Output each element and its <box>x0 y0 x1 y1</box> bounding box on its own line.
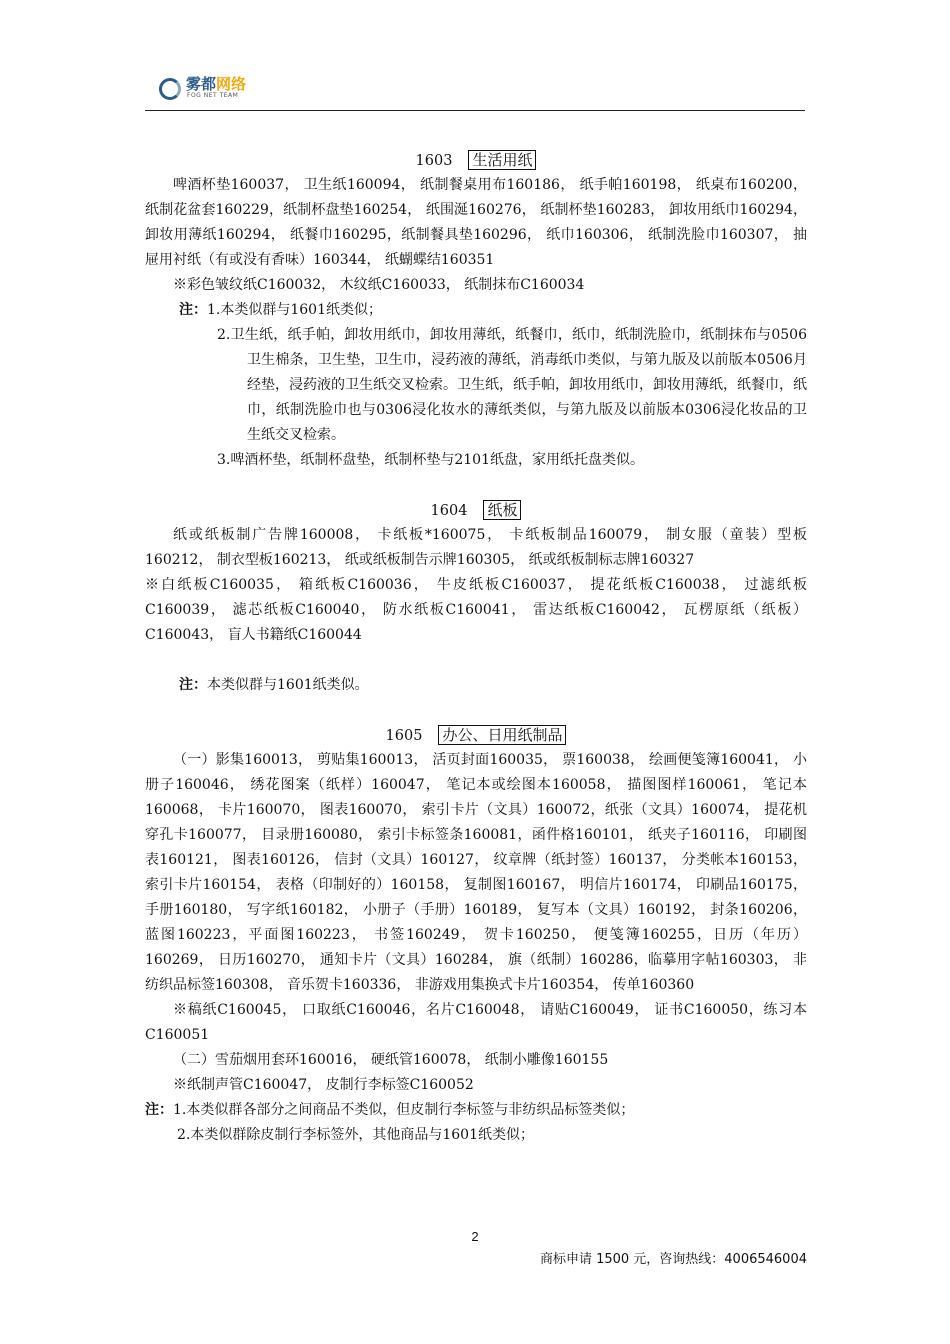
section-code: 1605 <box>385 728 423 744</box>
logo-icon <box>159 78 181 100</box>
section-1605-part2: （二）雪茄烟用套环160016， 硬纸管160078， 纸制小雕像160155 <box>173 1052 609 1068</box>
section-1603-title <box>145 148 807 173</box>
section-1605-part2-extra: ※纸制声管C160047， 皮制行李标签C160052 <box>173 1077 474 1093</box>
section-1605-note: 注：1.本类似群各部分之间商品不类似，但皮制行李标签与非纺织品标签类似； <box>145 1102 635 1118</box>
company-logo <box>159 76 246 100</box>
document-body <box>145 148 807 1148</box>
footer-ad: 商标申请 1500 元，咨询热线：4006546004 <box>539 1252 807 1267</box>
section-1604-body: 纸或纸板制广告牌160008， 卡纸板*160075， 卡纸板制品160079， 制女服（童装）型板160212， 制衣型板160213， 纸或纸板制告示牌160305， 纸或纸板制标志牌160327 <box>145 527 807 568</box>
section-1605-part1: （一）影集160013， 剪贴集160013， 活页封面160035， 票160038， 绘画便笺簿160041， 小册子160046， 绣花图案（纸样）160047， 笔记本或绘图本160058， 描图图样160061， 笔记本160068， 卡片160070， 图表160070， 索引卡片（文具）160072，纸张（文具）160074， 提花机穿孔卡160077， 目录册160080， 索引卡标签条160081，函件格160101， 纸夹子160116， 印刷图表160121， 图表160126， 信封（文具）160127， 纹章牌（纸封签）160137， 分类帐本160153， 索引卡片160154， 表格（印制好的）160158， 复制图160167， 明信片160174， 印刷品160175， 手册160180， 写字纸160182， 小册子（手册）160189， 复写本（文具）160192， 封条160206， 蓝图160223，平面图160223， 书签160249， 贺卡160250， 便笺簿160255，日历（年历）160269， 日历160270， 通知卡片（文具）160284， 旗（纸制）160286，临摹用字帖160303， 非纺织品标签160308， 音乐贺卡160336， 非游戏用集换式卡片160354， 传单160360 <box>145 752 807 993</box>
section-code: 1604 <box>430 503 468 519</box>
page-header <box>145 70 805 111</box>
section-1603-note-2: 2.卫生纸，纸手帕，卸妆用纸巾，卸妆用薄纸，纸餐巾，纸巾，纸制洗脸巾，纸制抹布与0506卫生棉条，卫生垫，卫生巾，浸药液的薄纸，消毒纸巾类似，与第九版及以前版本0506月经垫，浸药液的卫生纸交叉检索。卫生纸，纸手帕，卸妆用纸巾，卸妆用薄纸，纸餐巾，纸巾，纸制洗脸巾也与0306浸化妆水的薄纸类似，与第九版及以前版本0306浸化妆品的卫生纸交叉检索。 <box>217 327 807 443</box>
section-1605-part1-extra: ※稿纸C160045， 口取纸C160046，名片C160048， 请贴C160049， 证书C160050，练习本C160051 <box>145 1002 807 1043</box>
section-1603-note: 注：1.本类似群与1601纸类似； <box>179 302 382 318</box>
logo-subtitle: FOG NET TEAM <box>187 92 239 99</box>
section-1605-title <box>145 723 807 748</box>
section-1604-title <box>145 498 807 523</box>
section-name: 纸板 <box>483 500 521 520</box>
section-1603-extra: ※彩色皱纹纸C160032， 木纹纸C160033， 纸制抹布C160034 <box>173 277 585 293</box>
logo-text: 雾都网络 <box>186 75 247 93</box>
page-number: 2 <box>471 1229 479 1244</box>
section-1603-body: 啤酒杯垫160037， 卫生纸160094， 纸制餐桌用布160186， 纸手帕160198， 纸桌布160200， 纸制花盆套160229，纸制杯盘垫160254， 纸围涎160276， 纸制杯垫160283， 卸妆用纸巾160294， 卸妆用薄纸160294， 纸餐巾160295，纸制餐具垫160296， 纸巾160306， 纸制洗脸巾160307， 抽屉用衬纸（有或没有香味）160344， 纸蝴蝶结160351 <box>145 177 807 268</box>
section-1604-extra: ※白纸板C160035， 箱纸板C160036， 牛皮纸板C160037， 提花纸板C160038， 过滤纸板C160039， 滤芯纸板C160040， 防水纸板C160041， 雷达纸板C160042， 瓦楞原纸（纸板）C160043， 盲人书籍纸C160044 <box>145 577 807 643</box>
section-name: 办公、日用纸制品 <box>438 725 566 745</box>
section-1603-note-3: 3.啤酒杯垫，纸制杯盘垫，纸制杯垫与2101纸盘，家用纸托盘类似。 <box>217 452 644 468</box>
section-name: 生活用纸 <box>468 150 536 170</box>
section-code: 1603 <box>415 153 453 169</box>
section-1604-note: 注：本类似群与1601纸类似。 <box>179 677 369 693</box>
section-1605-note-2: 2.本类似群除皮制行李标签外，其他商品与1601纸类似； <box>177 1127 534 1143</box>
